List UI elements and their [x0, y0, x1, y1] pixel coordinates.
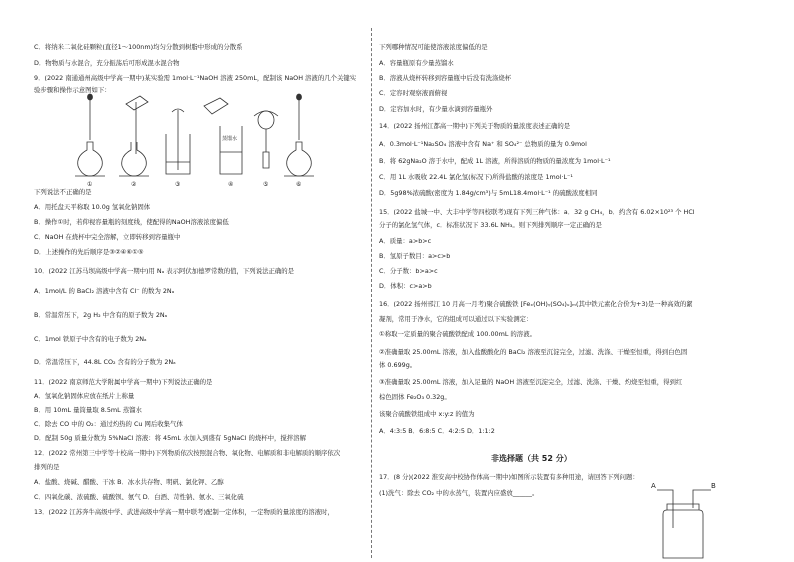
text-line: B．氢原子数目：a>c>b — [379, 252, 451, 260]
text-line: D．常温常压下，44.8L CO₂ 含有的分子数为 2Nₐ — [34, 358, 176, 366]
text-line: B．用 10mL 量筒量取 8.5mL 蒸馏水 — [34, 406, 142, 414]
step-label: ⑤ — [263, 181, 269, 188]
text-line: 下列说法不正确的是 — [34, 188, 92, 196]
column-divider — [371, 28, 372, 558]
text-line: B．常温常压下，2g H₂ 中含有的原子数为 2Nₐ — [34, 311, 168, 319]
text-line: D．体积：c>a>b — [379, 282, 432, 290]
text-line: C．分子数：b>a>c — [379, 267, 438, 275]
text-line: C．除去 CO 中的 O₂：通过灼热的 Cu 网后收集气体 — [34, 420, 183, 428]
step-label: ② — [131, 181, 137, 188]
text-line: A．0.3mol·L⁻¹Na₂SO₄ 溶液中含有 Na⁺ 和 SO₄²⁻ 总物质的量为 0.9mol — [379, 140, 587, 148]
text-line: 体 0.699g。 — [379, 361, 417, 369]
text-line: B．将 62gNa₂O 溶于水中，配成 1L 溶液，所得溶质的物质的量浓度为 1mol·L⁻¹ — [379, 157, 611, 165]
text-line: D．配制 50g 质量分数为 5%NaCl 溶液：将 45mL 水加入到盛有 5gNaCl 的烧杯中，搅拌溶解 — [34, 434, 306, 442]
section-title: 非选择题（共 52 分） — [491, 454, 572, 463]
apparatus-figure — [70, 92, 320, 188]
text-line: A．1mol/L 的 BaCl₂ 溶液中含有 Cl⁻ 的数为 2Nₐ — [34, 287, 175, 295]
text-line: 棕色固体 Fe₂O₃ 0.32g。 — [379, 393, 451, 401]
text-line: ③准确量取 25.00mL 溶液，加入足量的 NaOH 溶液至沉淀完全，过滤、洗涤、干燥、灼烧至恒重，得到红 — [379, 378, 683, 386]
text-line: 10．(2022 江苏马坝高级中学高一期中)用 Nₐ 表示阿伏加德罗常数的值，下列说法正确的是 — [34, 267, 295, 275]
text-line: B．操作①时，若仰视容量瓶的刻度线，使配得的NaOH溶液浓度偏低 — [34, 218, 229, 226]
text-line: C．NaOH 在烧杯中完全溶解，立即转移到容量瓶中 — [34, 233, 181, 241]
text-line: 验步骤和操作示意图如下： — [34, 86, 111, 94]
text-line: A．用托盘天平称取 10.0g 氢氧化钠固体 — [34, 203, 151, 211]
text-line: C．1mol 铁原子中含有的电子数为 2Nₐ — [34, 335, 147, 343]
text-line: 9．(2022 南通通州高级中学高一期中)某实验需 1mol·L⁻¹NaOH 溶液 250mL，配制该 NaOH 溶液的几个关键实 — [34, 74, 357, 82]
text-line: C．用 1L 水吸收 22.4L 氯化氢(标况下)所得盐酸的浓度是 1mol·L⁻¹ — [379, 173, 573, 181]
text-line: (1)洗气：除去 CO₂ 中的水蒸气，装置内应盛放______。 — [379, 489, 539, 497]
text-line: B．溶液从烧杯转移到容量瓶中后没有洗涤烧杯 — [379, 74, 512, 82]
text-line: A．盐酸、烧碱、醋酸、干冰 B．冰水共存物、明矾、氯化钾、乙醇 — [34, 478, 224, 486]
text-line: C．四氧化碳、浓硫酸、硫酸钡、氨气 D．白酒、苛性钠、氨水、三氧化硫 — [34, 493, 244, 501]
water-label: 蒸馏水 — [222, 136, 238, 142]
step-label: ③ — [175, 181, 181, 188]
text-line: A．容量瓶原有少量蒸馏水 — [379, 59, 454, 67]
gas-bottle-figure — [649, 478, 719, 562]
step-label: ④ — [228, 181, 234, 188]
text-line: 17．(8 分)(2022 淮安高中校协作体高一期中)如图所示装置有多种用途，请回答下列问题： — [379, 473, 639, 481]
text-line: D．物物质与水混合，充分振荡后可形成混水混合物 — [34, 59, 180, 67]
text-line: 15．(2022 盐城一中、大丰中学等四校联考)现有下列三种气体：a．32 g CH₄，b．约含有 6.02×10²³ 个 HCl — [379, 208, 695, 216]
text-line: 11．(2022 南京师范大学附属中学高一期中)下列说法正确的是 — [34, 378, 213, 386]
text-line: 14．(2022 扬州江都高一期中)下列关于物质的量浓度表述正确的是 — [379, 122, 571, 130]
text-line: 下列哪种情况可能使溶液浓度偏低的是 — [379, 43, 488, 51]
text-line: D．上述操作的先后顺序是③②④⑥①⑤ — [34, 248, 144, 256]
text-line: 该聚合硫酸铁组成中 x:y:z 的值为 — [379, 410, 475, 418]
apparatus-drawing — [70, 92, 320, 188]
text-line: A．4:3:5 B．6:8:5 C．4:2:5 D．1:1:2 — [379, 427, 495, 435]
text-line: ①称取一定质量的聚合硫酸铁配成 100.00mL 的溶液。 — [379, 330, 536, 338]
text-line: C．定容时观察液面俯视 — [379, 89, 448, 97]
text-line: 13．(2022 江苏奔牛高级中学、武进高级中学高一期中联考)配制一定体积，一定物质的量浓度的溶液时， — [34, 508, 334, 516]
port-a-label: A — [651, 482, 656, 490]
text-line: D．5g98%浓硫酸(密度为 1.84g/cm³)与 5mL18.4mol·L⁻¹ 的硫酸浓度相同 — [379, 189, 598, 197]
text-line: A．质量：a>b>c — [379, 237, 432, 245]
text-line: ②准确量取 25.00mL 溶液，加入盐酸酸化的 BaCl₂ 溶液至沉淀完全，过滤、洗涤、干燥至恒重，得到白色固 — [379, 348, 688, 356]
text-line: D．定容加水时，有少量水滴到容量瓶外 — [379, 105, 493, 113]
text-line: 排列的是 — [34, 463, 60, 471]
text-line: A．氢氧化钠固体应放在纸片上称量 — [34, 392, 135, 400]
port-b-label: B — [711, 482, 716, 490]
text-line: C．将纳米二氧化硅颗粒(直径1～100nm)均匀分散到树脂中形成的分散系 — [34, 43, 243, 51]
step-label: ① — [87, 181, 93, 188]
text-line: 分子的氯化氢气体，c．标准状况下 33.6L NH₃。则下列排列顺序一定正确的是 — [379, 221, 602, 229]
text-line: 16．(2022 扬州邗江 10 月高一月考)聚合硫酸铁 [Feₓ(OH)ᵧ(SO₄)ᵤ]ₘ(其中铁元素化合价为+3)是一种高效的絮 — [379, 300, 693, 308]
text-line: 12．(2022 常州第三中学等十校高一期中)下列物质依次按照混合物、氧化物、电解质和非电解质的顺序依次 — [34, 449, 341, 457]
gas-bottle-drawing — [649, 478, 719, 560]
text-line: 凝剂，常用于净水，它的组成可以通过以下实验测定： — [379, 315, 533, 323]
step-label: ⑥ — [296, 181, 302, 188]
